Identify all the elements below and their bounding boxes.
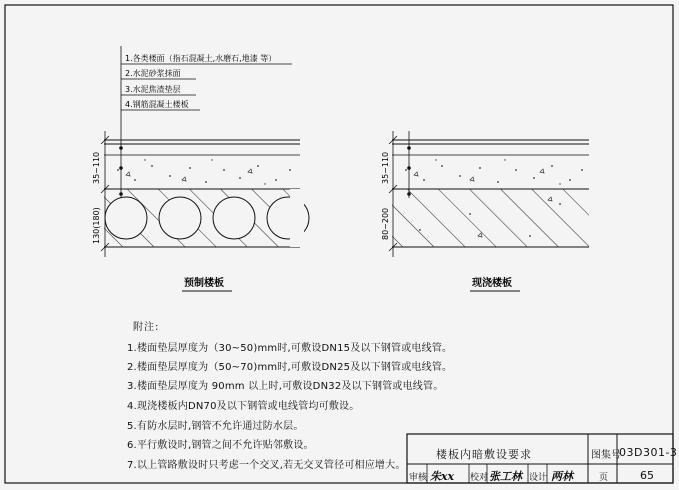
right-dim-top: 35~110 [381,151,390,184]
design-label: 设计 [529,473,548,483]
drawing-title: 楼板内暗敷设要求 [436,448,532,461]
note-item: 5.有防水层时,钢管不允许通过防水层。 [127,421,304,432]
design-signature: 两林 [551,470,573,483]
page-number: 65 [640,469,654,482]
review-signature: 朱xx [430,470,455,483]
caption-cast-in-place: 现浇楼板 [472,278,512,289]
note-item: 1.楼面垫层厚度为（30~50)mm时,可敷设DN15及以下钢管或电线管。 [127,343,453,354]
note-item: 4.现浇楼板内DN70及以下钢管或电线管均可敷设。 [127,401,360,412]
check-signature: 张工林 [489,470,522,483]
cinder-fill-right [405,159,583,184]
notes-title: 附注: [133,322,160,333]
caption-precast: 预制楼板 [184,278,224,289]
layer-label-3: 3.水泥焦渣垫层 [125,85,181,94]
note-item: 2.楼面垫层厚度为（50~70)mm时,可敷设DN25及以下钢管或电线管。 [127,362,453,373]
layer-label-1: 1.各类楼面（指石混凝土,水磨石,地漆 等） [125,54,277,63]
note-item: 6.平行敷设时,钢管之间不允许贴邻敷设。 [127,440,314,451]
left-dim-top: 35~110 [92,151,101,184]
cinder-fill [117,159,291,184]
page-label: 页 [599,473,609,483]
cast-in-place-slab-section [389,131,589,257]
layer-label-2: 2.水泥砂浆抹面 [125,69,181,78]
review-label: 审核 [409,473,428,483]
atlas-number: 03D301-3 [619,446,678,459]
left-dim-bottom: 130(180) [92,207,101,244]
atlas-label: 图集号 [591,450,621,461]
right-dim-bottom: 80~200 [381,207,390,240]
check-label: 校对 [470,473,489,483]
note-item: 3.楼面垫层厚度为 90mm 以上时,可敷设DN32及以下钢管或电线管。 [127,381,444,392]
layer-label-4: 4.钢筋混凝土楼板 [125,100,189,109]
note-item: 7.以上管路敷设时只考虑一个交叉,若无交叉管径可相应增大。 [127,460,406,471]
